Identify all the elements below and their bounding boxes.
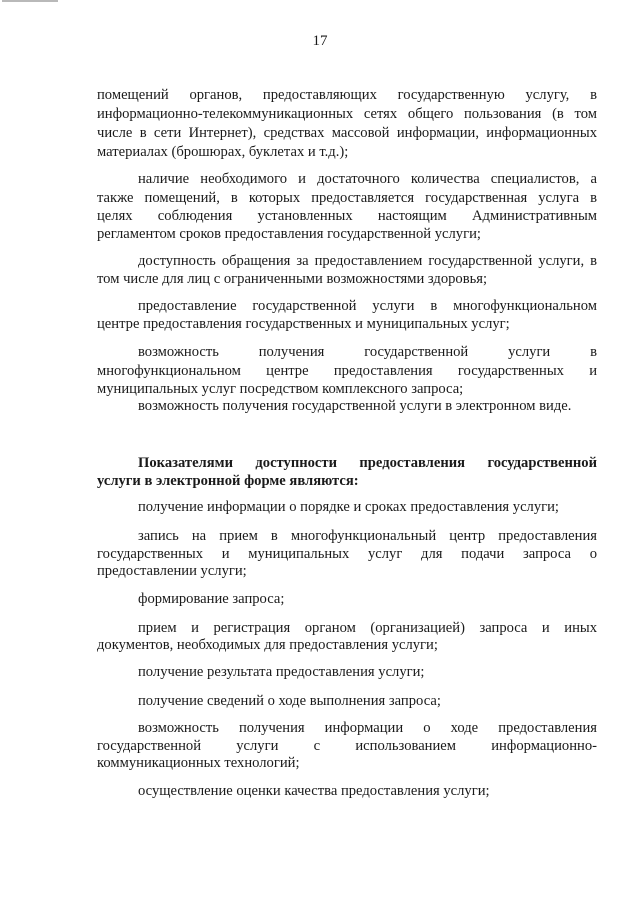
- text-line: многофункциональном центре предоставления государственных и: [97, 363, 597, 379]
- text-line: получение информации о порядке и сроках предоставления услуги;: [138, 499, 559, 515]
- text-line: числе в сети Интернет), средствах массовой информации, информационных: [97, 125, 597, 141]
- text-line: документов, необходимых для предоставления услуги;: [97, 637, 438, 653]
- text-line: осуществление оценки качества предоставления услуги;: [138, 783, 490, 799]
- text-line: возможность получения информации о ходе предоставления: [138, 720, 597, 736]
- text-line: информационно-телекоммуникационных сетях общего пользования (в том: [97, 106, 597, 122]
- text-line: предоставлении услуги;: [97, 563, 247, 579]
- text-line: запись на прием в многофункциональный центр предоставления: [138, 528, 597, 544]
- text-line: регламентом сроков предоставления государственной услуги;: [97, 226, 481, 242]
- text-line: прием и регистрация органом (организацией) запроса и иных: [138, 620, 597, 636]
- text-line: целях соблюдения установленных настоящим Административным: [97, 208, 597, 224]
- text-line: помещений органов, предоставляющих государственную услугу, в: [97, 87, 597, 103]
- text-line: доступность обращения за предоставлением государственной услуги, в: [138, 253, 597, 269]
- text-line: муниципальных услуг посредством комплексного запроса;: [97, 381, 464, 397]
- text-line: центре предоставления государственных и муниципальных услуг;: [97, 316, 510, 332]
- text-line: также помещений, в которых предоставляется государственная услуга в: [97, 190, 597, 206]
- text-line: получение сведений о ходе выполнения запроса;: [138, 693, 441, 709]
- text-line: материалах (брошюрах, буклетах и т.д.);: [97, 144, 349, 160]
- text-line: государственной услуги с использованием информационно-: [97, 738, 597, 754]
- text-line: возможность получения государственной услуги в электронном виде.: [138, 398, 572, 414]
- text-line: получение результата предоставления услуги;: [138, 664, 425, 680]
- text-line: том числе для лиц с ограниченными возможностями здоровья;: [97, 271, 488, 287]
- text-line: коммуникационных технологий;: [97, 755, 300, 771]
- heading-line: Показателями доступности предоставления государственной: [138, 455, 597, 471]
- text-line: возможность получения государственной услуги в: [138, 344, 597, 360]
- page-number: 17: [312, 33, 328, 49]
- heading-line: услуги в электронной форме являются:: [97, 473, 359, 489]
- text-line: предоставление государственной услуги в многофункциональном: [138, 298, 597, 314]
- text-line: государственных и муниципальных услуг для подачи запроса о: [97, 546, 597, 562]
- text-line: формирование запроса;: [138, 591, 285, 607]
- top-edge-rule: [2, 0, 58, 2]
- text-line: наличие необходимого и достаточного количества специалистов, а: [138, 171, 597, 187]
